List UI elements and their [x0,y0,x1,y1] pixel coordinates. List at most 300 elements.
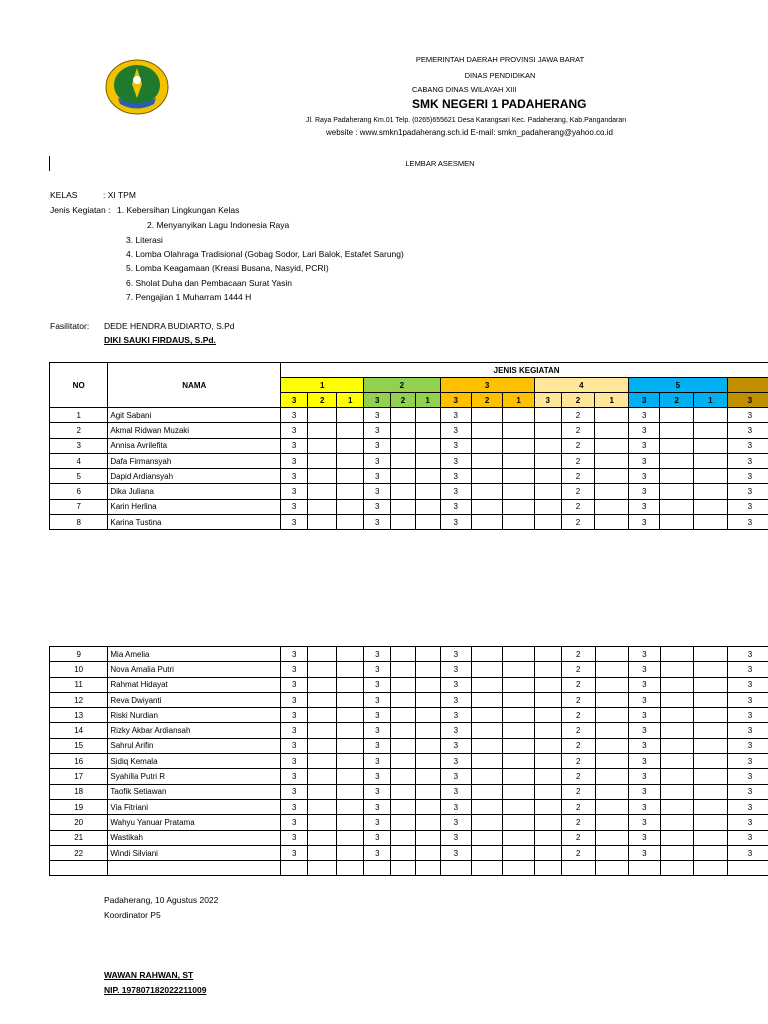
score-cell [534,708,561,723]
row-number: 4 [50,453,108,468]
score-cell: 3 [727,708,768,723]
kegiatan-6: 6. Sholat Duha dan Pembacaan Surat Yasin [126,278,293,288]
score-cell [534,815,561,830]
score-cell [534,830,561,845]
score-cell [503,738,534,753]
student-name: Syahilla Putri R [108,769,281,784]
score-cell [391,784,416,799]
score-cell [391,830,416,845]
score-cell: 3 [440,469,471,484]
score-cell [503,708,534,723]
score-cell: 3 [440,647,471,662]
coordinator-name: WAWAN RAHWAN, ST [104,970,194,980]
score-cell [308,515,337,530]
score-cell [694,815,728,830]
score-cell [337,815,364,830]
score-cell [503,423,534,438]
table-row [50,453,768,468]
score-level-header: 2 [471,393,502,408]
score-level-header: 2 [660,393,694,408]
student-name: Dapid Ardiansyah [108,469,281,484]
score-cell [503,499,534,514]
score-cell: 3 [629,769,660,784]
row-number: 3 [50,438,108,453]
score-cell [660,830,694,845]
score-level-header: 3 [440,393,471,408]
score-cell [472,723,503,738]
score-cell: 3 [629,662,660,677]
score-cell: 3 [281,815,308,830]
score-cell [660,647,694,662]
row-number: 5 [50,469,108,484]
score-cell: 3 [629,499,660,514]
score-cell [472,845,503,860]
score-cell [308,423,337,438]
score-cell [694,438,728,453]
score-cell: 3 [440,738,471,753]
score-cell [595,692,629,707]
score-cell [415,799,440,814]
score-cell [534,453,561,468]
score-cell [503,723,534,738]
score-cell: 3 [364,708,391,723]
score-cell [660,423,694,438]
student-name: Reva Dwiyanti [108,692,281,707]
empty-cell [694,861,728,876]
score-cell: 3 [629,754,660,769]
score-cell: 2 [561,754,595,769]
score-cell [308,708,337,723]
score-cell [503,453,534,468]
score-cell: 3 [440,484,471,499]
row-number: 1 [50,408,108,423]
score-cell: 3 [440,515,471,530]
score-cell [503,692,534,707]
score-cell [694,647,728,662]
score-cell [308,845,337,860]
score-cell [694,408,728,423]
score-cell [595,408,629,423]
score-cell [595,662,629,677]
row-number: 14 [50,723,108,738]
score-cell [415,438,440,453]
score-cell: 3 [629,692,660,707]
school-website: website : www.smkn1padaherang.sch.id E-mail: smkn_padaherang@yahoo.co.id [326,128,613,137]
coordinator-role: Koordinator P5 [104,910,161,920]
score-cell [308,438,337,453]
score-cell: 3 [440,769,471,784]
jenis-kegiatan-label: Jenis Kegiatan : [50,205,111,215]
kegiatan-group-4: 4 [534,378,628,393]
score-cell: 3 [440,499,471,514]
score-cell [391,738,416,753]
score-cell [694,738,728,753]
score-cell [471,469,502,484]
score-cell: 3 [364,830,391,845]
score-cell: 2 [561,647,595,662]
score-level-header: 2 [561,393,595,408]
score-cell [694,662,728,677]
score-cell: 3 [440,677,471,692]
score-cell [595,799,629,814]
score-cell [391,484,416,499]
score-cell [337,784,364,799]
score-cell [471,515,502,530]
score-cell [660,662,694,677]
score-cell: 3 [281,662,308,677]
score-cell [391,647,416,662]
score-cell: 3 [727,769,768,784]
score-cell: 2 [561,708,595,723]
score-cell [595,784,629,799]
score-cell [415,708,440,723]
score-cell: 3 [364,499,391,514]
score-cell [595,484,629,499]
score-cell [415,647,440,662]
score-cell: 3 [629,647,660,662]
score-cell [337,662,364,677]
score-cell: 3 [629,453,660,468]
score-cell: 3 [281,408,308,423]
score-cell: 2 [561,438,595,453]
empty-cell [561,861,595,876]
score-cell: 3 [364,692,391,707]
student-name: Riski Nurdian [108,708,281,723]
kegiatan-5: 5. Lomba Keagamaan (Kreasi Busana, Nasyid, PCRI) [126,263,329,273]
score-cell [415,692,440,707]
score-cell [694,830,728,845]
score-cell: 3 [364,423,391,438]
score-cell: 3 [727,408,768,423]
score-cell: 3 [440,799,471,814]
score-cell [471,408,502,423]
table-row [50,738,768,753]
row-number: 18 [50,784,108,799]
kelas-value: : XI TPM [103,190,136,200]
score-cell: 2 [561,515,595,530]
score-cell [660,484,694,499]
score-cell [660,408,694,423]
table-row [50,830,768,845]
score-cell [503,754,534,769]
score-cell [660,692,694,707]
score-cell [337,769,364,784]
score-cell [694,845,728,860]
kegiatan-group-1: 1 [281,378,364,393]
score-cell: 3 [364,677,391,692]
score-cell [337,723,364,738]
score-cell: 3 [364,453,391,468]
table-row [50,499,768,514]
score-cell [337,738,364,753]
score-cell [534,738,561,753]
score-cell: 2 [561,423,595,438]
score-cell: 3 [727,484,768,499]
score-cell: 3 [364,754,391,769]
assessment-table [49,362,768,530]
score-cell [694,754,728,769]
score-cell [337,423,364,438]
score-cell [472,677,503,692]
score-cell: 2 [561,408,595,423]
table-row [50,484,768,499]
student-name: Sahrul Arifin [108,738,281,753]
score-cell: 3 [629,677,660,692]
score-cell [415,469,440,484]
score-level-header: 3 [629,393,660,408]
row-number: 15 [50,738,108,753]
score-cell [391,662,416,677]
table-row [50,769,768,784]
row-number: 8 [50,515,108,530]
score-cell [534,423,561,438]
score-cell [337,845,364,860]
score-cell [694,784,728,799]
row-number: 20 [50,815,108,830]
score-cell [595,845,629,860]
score-cell: 2 [561,845,595,860]
score-cell [595,754,629,769]
score-cell [694,499,728,514]
score-cell [415,453,440,468]
score-cell: 3 [440,723,471,738]
score-cell [391,499,416,514]
score-cell: 2 [561,799,595,814]
score-cell: 3 [629,469,660,484]
empty-cell [415,861,440,876]
score-cell [308,769,337,784]
score-cell [415,815,440,830]
document-title: LEMBAR ASESMEN [405,159,475,168]
score-cell [471,499,502,514]
score-cell [472,754,503,769]
kegiatan-group-3: 3 [440,378,534,393]
row-number: 22 [50,845,108,860]
score-cell [337,515,364,530]
score-cell: 3 [364,799,391,814]
score-cell [337,754,364,769]
student-name: Nova Amalia Putri [108,662,281,677]
score-cell: 3 [364,784,391,799]
score-cell [534,647,561,662]
empty-cell [503,861,534,876]
score-cell [308,677,337,692]
score-cell: 3 [281,723,308,738]
score-cell [391,754,416,769]
table-row [50,515,768,530]
score-cell: 3 [440,692,471,707]
table-row [50,469,768,484]
score-cell: 3 [727,830,768,845]
score-cell: 2 [561,469,595,484]
score-level-header: 3 [534,393,561,408]
score-cell: 3 [629,830,660,845]
score-cell [308,469,337,484]
score-cell: 3 [281,515,308,530]
score-level-header: 2 [308,393,337,408]
empty-cell [629,861,660,876]
score-cell [337,408,364,423]
score-cell [471,423,502,438]
school-name: SMK NEGERI 1 PADAHERANG [412,97,587,111]
score-cell: 3 [629,845,660,860]
score-cell [595,438,629,453]
score-cell [534,799,561,814]
kegiatan-4: 4. Lomba Olahraga Tradisional (Gobag Sodor, Lari Balok, Estafet Sarung) [126,249,404,259]
score-cell [337,692,364,707]
col-jenis-header: JENIS KEGIATAN [281,363,768,378]
score-cell [391,815,416,830]
score-cell: 3 [440,408,471,423]
student-name: Wahyu Yanuar Pratama [108,815,281,830]
empty-cell [660,861,694,876]
row-number: 13 [50,708,108,723]
score-cell [694,469,728,484]
assessment-table-continued [49,646,768,876]
score-cell: 3 [281,830,308,845]
table-row [50,408,768,423]
kegiatan-group-2: 2 [364,378,440,393]
score-cell [308,784,337,799]
score-cell: 3 [727,423,768,438]
score-cell [595,423,629,438]
score-cell: 3 [364,738,391,753]
score-cell [415,845,440,860]
score-cell [391,677,416,692]
table-row [50,723,768,738]
score-cell [694,515,728,530]
score-cell: 3 [629,784,660,799]
student-name: Agit Sabani [108,408,281,423]
score-cell: 3 [281,469,308,484]
score-cell: 3 [281,769,308,784]
score-cell [471,438,502,453]
score-cell [660,815,694,830]
score-cell [337,499,364,514]
score-cell [337,438,364,453]
student-name: Wastikah [108,830,281,845]
score-cell: 3 [281,799,308,814]
score-cell: 3 [727,453,768,468]
score-cell [595,453,629,468]
score-cell [391,692,416,707]
empty-cell [50,861,108,876]
score-cell [660,754,694,769]
score-cell [308,647,337,662]
score-cell [337,677,364,692]
student-name: Rahmat Hidayat [108,677,281,692]
table-row [50,815,768,830]
table-row [50,708,768,723]
student-name: Akmal Ridwan Muzaki [108,423,281,438]
score-cell [503,769,534,784]
score-cell [415,723,440,738]
empty-cell [281,861,308,876]
score-cell: 3 [281,453,308,468]
empty-cell [337,861,364,876]
score-cell: 3 [440,438,471,453]
kegiatan-1: 1. Kebersihan Lingkungan Kelas [117,205,240,215]
score-cell: 3 [281,692,308,707]
score-cell: 3 [281,754,308,769]
score-cell: 3 [440,830,471,845]
score-cell [503,515,534,530]
score-cell [391,769,416,784]
score-cell: 2 [561,784,595,799]
score-cell: 3 [281,845,308,860]
score-cell [471,453,502,468]
score-cell: 3 [440,453,471,468]
score-cell [337,708,364,723]
score-cell: 3 [440,845,471,860]
score-cell [337,830,364,845]
score-cell [694,677,728,692]
kegiatan-7: 7. Pengajian 1 Muharram 1444 H [126,292,252,302]
score-cell: 3 [281,423,308,438]
score-cell [660,769,694,784]
score-level-header: 1 [415,393,440,408]
score-cell [415,830,440,845]
table-row [50,799,768,814]
score-cell: 3 [281,738,308,753]
score-cell: 3 [727,677,768,692]
empty-row [50,861,768,876]
score-cell [503,799,534,814]
score-cell [415,662,440,677]
student-name: Dafa Firmansyah [108,453,281,468]
score-cell [534,784,561,799]
score-level-header: 1 [503,393,534,408]
row-number: 2 [50,423,108,438]
score-cell: 2 [561,677,595,692]
fasilitator-label: Fasilitator: [50,321,90,331]
score-level-header: 3 [727,393,768,408]
score-cell [391,408,416,423]
score-cell [595,815,629,830]
score-cell: 3 [727,738,768,753]
score-level-header: 1 [595,393,629,408]
score-cell: 3 [440,708,471,723]
score-cell [415,677,440,692]
score-cell [595,499,629,514]
score-cell [694,769,728,784]
score-cell [534,438,561,453]
table-row [50,754,768,769]
score-cell: 3 [281,708,308,723]
province-logo [104,58,170,116]
score-cell [595,647,629,662]
score-cell: 3 [364,408,391,423]
score-cell [660,438,694,453]
score-cell [337,647,364,662]
score-cell [471,484,502,499]
score-cell [534,723,561,738]
empty-cell [364,861,391,876]
score-cell [660,799,694,814]
empty-cell [727,861,768,876]
score-cell [415,515,440,530]
table-row [50,784,768,799]
row-number: 12 [50,692,108,707]
score-cell: 3 [629,738,660,753]
score-cell [472,799,503,814]
score-cell: 3 [727,723,768,738]
score-cell: 2 [561,499,595,514]
student-name: Sidiq Kemala [108,754,281,769]
text-cursor [49,156,50,171]
empty-cell [595,861,629,876]
score-cell [660,845,694,860]
